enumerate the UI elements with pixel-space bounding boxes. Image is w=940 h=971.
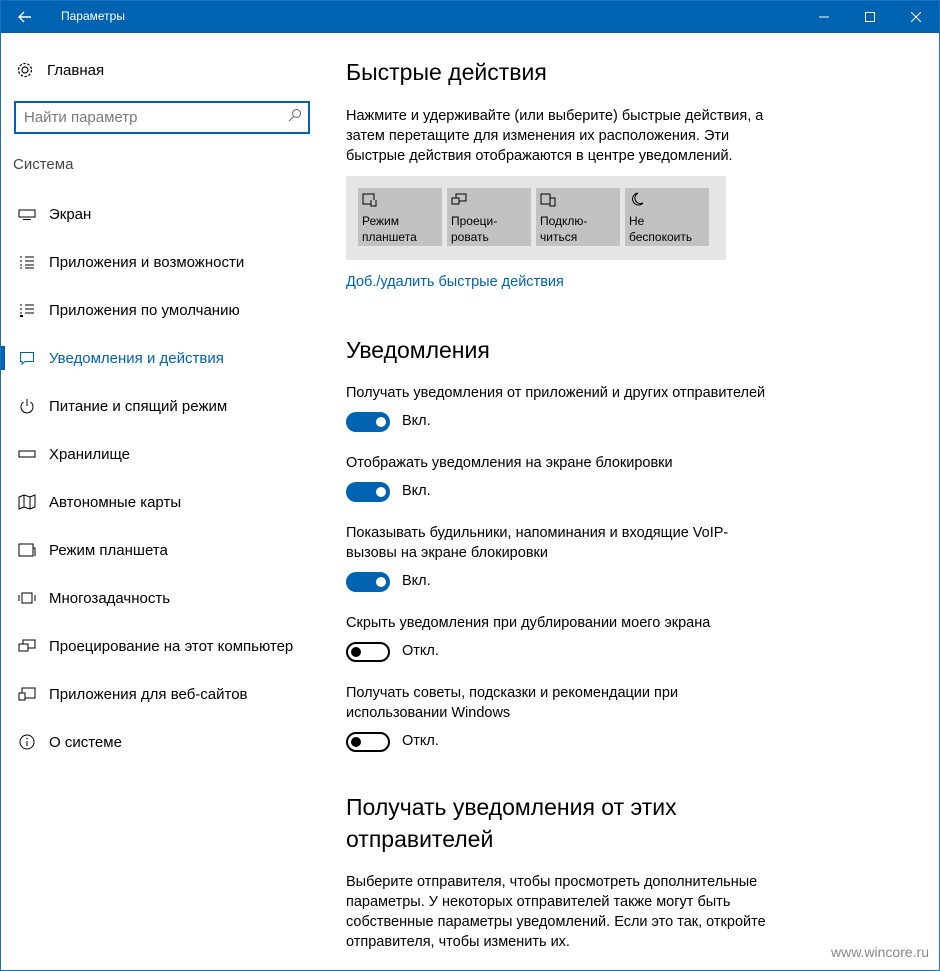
sidebar-item-web-apps[interactable] [1, 679, 321, 709]
title-bar [1, 1, 939, 33]
storage-icon [17, 444, 37, 464]
setting-label: Получать уведомления от приложений и других отправителей [346, 385, 766, 401]
maximize-icon [865, 12, 875, 22]
quick-actions-title: Быстрые действия [346, 59, 547, 85]
toggle-knob [351, 647, 361, 657]
toggle-switch[interactable] [346, 642, 390, 662]
minimize-button[interactable] [801, 1, 847, 33]
toggle-knob [376, 577, 386, 587]
sidebar-item-label: Экран [49, 205, 92, 223]
sidebar-item-default-apps[interactable] [1, 295, 321, 325]
sidebar-item-label: О системе [49, 733, 122, 751]
sidebar-item-display[interactable] [1, 199, 321, 229]
notifications-title: Уведомления [346, 337, 490, 363]
back-button[interactable] [1, 1, 49, 33]
setting-label: Скрыть уведомления при дублировании моего экрана [346, 615, 711, 631]
sidebar-item-tablet-mode[interactable] [1, 535, 321, 565]
power-icon [17, 396, 37, 416]
toggle-knob [376, 417, 386, 427]
moon-icon [629, 192, 645, 208]
quick-action-tile[interactable] [358, 188, 442, 246]
senders-title: Получать уведомления от этих отправителей [346, 794, 677, 852]
maximize-button[interactable] [847, 1, 893, 33]
toggle-state: Вкл. [402, 483, 431, 499]
info-icon [17, 732, 37, 752]
gear-icon [15, 60, 35, 80]
quick-actions-panel [346, 176, 726, 260]
edit-quick-actions-link[interactable]: Доб./удалить быстрые действия [346, 274, 564, 290]
quick-action-label: Проеци- ровать [451, 214, 498, 244]
quick-action-tile[interactable] [536, 188, 620, 246]
toggle-switch[interactable] [346, 732, 390, 752]
quick-actions-description: Нажмите и удерживайте (или выберите) быстрые действия, а затем перетащите для изменения их расположения. Эти быстрые действия отображаются в центре уведомлений. [346, 108, 764, 164]
nav-section-title: Система [13, 156, 74, 173]
setting-label: Получать советы, подсказки и рекомендации при использовании Windows [346, 685, 679, 721]
tablet-mode-icon [362, 192, 378, 208]
window-title: Параметры [61, 9, 125, 23]
search-icon [288, 108, 302, 127]
toggle-switch[interactable] [346, 572, 390, 592]
apps-list-icon [17, 252, 37, 272]
sidebar-item-label: Хранилище [49, 445, 130, 463]
nav-home[interactable] [15, 59, 104, 81]
sidebar-item-projecting[interactable] [1, 631, 321, 661]
quick-action-tile[interactable] [625, 188, 709, 246]
sidebar-item-label: Приложения и возможности [49, 253, 245, 271]
quick-action-label: Подклю- читься [540, 214, 588, 244]
toggle-switch[interactable] [346, 482, 390, 502]
search-box[interactable] [14, 101, 310, 134]
sidebar-item-label: Автономные карты [49, 493, 182, 511]
senders-description: Выберите отправителя, чтобы просмотреть дополнительные параметры. У некоторых отправителей также могут быть собственные параметры уведомлений. Если это так, откройте отправителя, чтобы изменить их. [346, 874, 766, 950]
watermark: www.wincore.ru [830, 944, 929, 960]
project-icon [17, 636, 37, 656]
sidebar-item-label: Многозадачность [49, 589, 171, 607]
sidebar-item-power[interactable] [1, 391, 321, 421]
quick-action-label: Не беспокоить [629, 214, 693, 244]
nav-home-label: Главная [47, 61, 105, 79]
search-input[interactable] [24, 107, 274, 127]
map-icon [17, 492, 37, 512]
quick-action-tile[interactable] [447, 188, 531, 246]
connect-icon [540, 192, 556, 208]
toggle-knob [351, 737, 361, 747]
sidebar-item-label: Режим планшета [49, 541, 168, 559]
toggle-state: Вкл. [402, 573, 431, 589]
toggle-state: Откл. [402, 733, 439, 749]
sidebar-item-label: Приложения по умолчанию [49, 301, 240, 319]
toggle-state: Вкл. [402, 413, 431, 429]
setting-label: Отображать уведомления на экране блокировки [346, 455, 673, 471]
back-arrow-icon [18, 11, 32, 23]
multitasking-icon [17, 588, 37, 608]
sidebar-item-maps[interactable] [1, 487, 321, 517]
sidebar-item-label: Питание и спящий режим [49, 397, 228, 415]
default-apps-icon [17, 300, 37, 320]
sidebar-item-apps[interactable] [1, 247, 321, 277]
quick-action-label: Режим планшета [362, 214, 417, 244]
sidebar-item-label: Приложения для веб-сайтов [49, 685, 248, 703]
sidebar-item-multitasking[interactable] [1, 583, 321, 613]
toggle-knob [376, 487, 386, 497]
display-icon [17, 204, 37, 224]
sidebar-item-storage[interactable] [1, 439, 321, 469]
sidebar-item-about[interactable] [1, 727, 321, 757]
setting-label: Показывать будильники, напоминания и входящие VoIP-вызовы на экране блокировки [346, 525, 729, 561]
toggle-state: Откл. [402, 643, 439, 659]
minimize-icon [819, 12, 829, 22]
toggle-switch[interactable] [346, 412, 390, 432]
web-apps-icon [17, 684, 37, 704]
project-icon [451, 192, 467, 208]
close-button[interactable] [893, 1, 939, 33]
active-indicator [1, 346, 5, 370]
close-icon [911, 12, 921, 22]
sidebar-item-label: Уведомления и действия [49, 349, 224, 367]
sidebar-item-label: Проецирование на этот компьютер [49, 637, 294, 655]
sidebar-item-notifications[interactable] [1, 343, 321, 373]
notifications-icon [17, 348, 37, 368]
tablet-icon [17, 540, 37, 560]
